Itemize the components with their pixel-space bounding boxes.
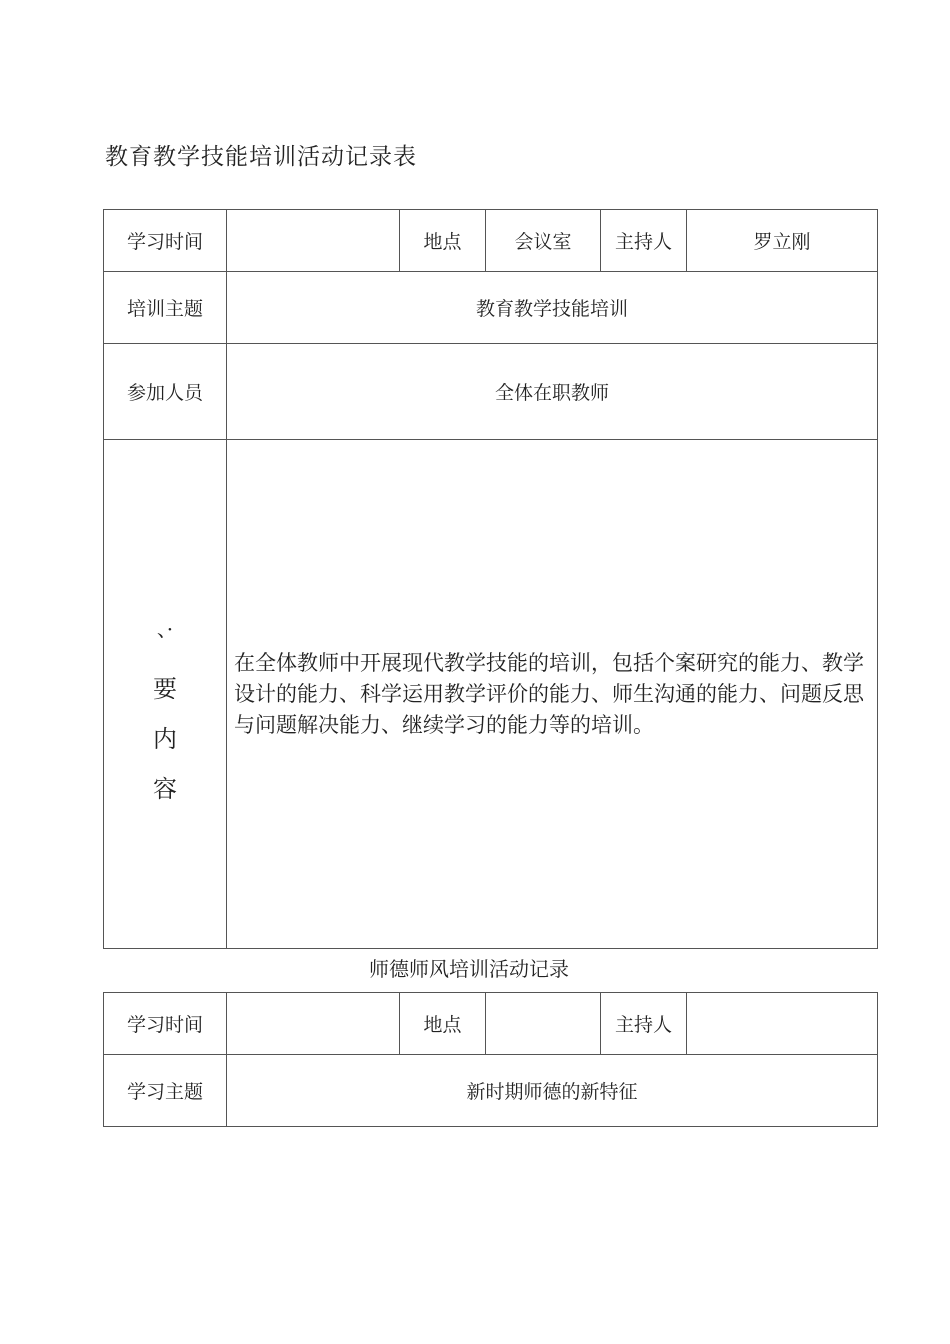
content-label-char: 要 — [153, 675, 177, 703]
study-time-label: 学习时间 — [104, 993, 227, 1055]
content-label-cell — [104, 440, 227, 949]
place-value — [486, 993, 601, 1055]
content-cell — [227, 440, 878, 949]
table-row — [104, 440, 878, 949]
topic-label: 培训主题 — [104, 272, 227, 344]
host-value — [687, 993, 878, 1055]
study-time-label: 学习时间 — [104, 210, 227, 272]
host-label: 主持人 — [601, 210, 687, 272]
table-row — [104, 993, 878, 1055]
place-value: 会议室 — [486, 210, 601, 272]
study-time-value — [227, 210, 400, 272]
place-label: 地点 — [400, 993, 486, 1055]
participants-label: 参加人员 — [104, 344, 227, 440]
ethics-record-table — [103, 992, 878, 1127]
content-label-marks: 、· — [156, 617, 174, 641]
content-label-char: 内 — [153, 725, 177, 753]
study-time-value — [227, 993, 400, 1055]
table-row — [104, 210, 878, 272]
topic-label: 学习主题 — [104, 1055, 227, 1127]
content-label-char: 容 — [153, 775, 177, 803]
content-text: 在全体教师中开展现代教学技能的培训，包括个案研究的能力、教学设计的能力、科学运用教学评价的能力、师生沟通的能力、问题反思与问题解决能力、继续学习的能力等的培训。 — [234, 650, 864, 737]
topic-value: 新时期师德的新特征 — [227, 1055, 878, 1127]
topic-value: 教育教学技能培训 — [227, 272, 878, 344]
document-title: 教育教学技能培训活动记录表 — [105, 144, 417, 170]
host-value: 罗立刚 — [687, 210, 878, 272]
training-record-table — [103, 209, 878, 949]
table-row — [104, 344, 878, 440]
host-label: 主持人 — [601, 993, 687, 1055]
table-row — [104, 272, 878, 344]
place-label: 地点 — [400, 210, 486, 272]
table-row — [104, 1055, 878, 1127]
participants-value: 全体在职教师 — [227, 344, 878, 440]
content-label — [104, 614, 226, 814]
section-title: 师德师风培训活动记录 — [369, 957, 569, 981]
